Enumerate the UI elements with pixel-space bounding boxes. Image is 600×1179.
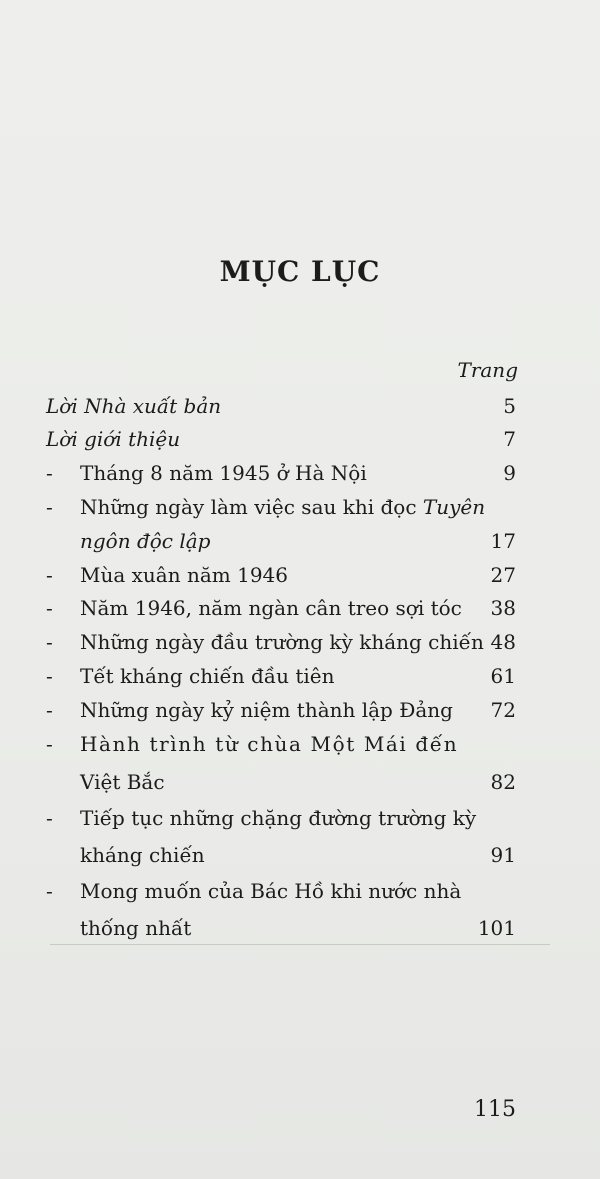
toc-entry-label: Năm 1946, năm ngàn cân treo sợi tóc [80,596,462,620]
toc-entry-label: Những ngày đầu trường kỳ kháng chiến [80,630,484,654]
toc-entry-page: 27 [490,563,516,587]
toc-entry-label: Mong muốn của Bác Hồ khi nước nhà [80,879,462,903]
page-title: MỤC LỤC [219,255,381,288]
toc-dash: - [46,563,53,587]
toc-dash: - [46,596,53,620]
toc-entry-page: 72 [490,698,516,722]
toc-entry-label: Lời giới thiệu [46,427,181,451]
toc-entry-page: 5 [503,394,516,418]
toc-entry-page: 61 [490,664,516,688]
toc-entry-page: 82 [490,770,516,794]
toc-entry-label-continued: kháng chiến [80,843,205,867]
toc-dash: - [46,879,53,903]
colophon-divider [50,944,550,945]
toc-entry-page: 7 [503,427,516,451]
toc-entry-label [80,497,485,517]
toc-entry-label: Những ngày kỷ niệm thành lập Đảng [80,698,453,722]
toc-entry-page: 17 [490,529,516,553]
page-column-header: Trang [457,358,518,382]
toc-entry-page: 101 [477,916,516,940]
toc-entry-label: Tháng 8 năm 1945 ở Hà Nội [80,461,367,485]
toc-entry-label: Lời Nhà xuất bản [46,394,222,418]
toc-dash: - [46,806,53,830]
toc-dash: - [46,732,53,756]
toc-entry-label-continued: ngôn độc lập [80,529,211,553]
toc-dash: - [46,698,53,722]
toc-entry-label: Tiếp tục những chặng đường trường kỳ [80,806,477,830]
toc-entry-label: Tết kháng chiến đầu tiên [80,664,335,688]
toc-entry-label: Hành trình từ chùa Một Mái đến [80,732,459,756]
toc-entry-page: 9 [503,461,516,485]
toc-entry-label: Mùa xuân năm 1946 [80,563,288,587]
toc-dash: - [46,664,53,688]
toc-entry-label-text: Những ngày làm việc sau khi đọc [80,495,423,519]
toc-entry-label-continued: Việt Bắc [80,770,165,794]
toc-dash: - [46,461,53,485]
toc-entry-page: 38 [490,596,516,620]
toc-entry-label-italic: Tuyên [422,495,486,519]
toc-entry-page: 48 [490,630,516,654]
toc-entry-page: 91 [490,843,516,867]
page-number: 115 [474,1097,516,1122]
toc-dash: - [46,495,53,519]
toc-dash: - [46,630,53,654]
toc-entry-label-continued: thống nhất [80,916,192,940]
